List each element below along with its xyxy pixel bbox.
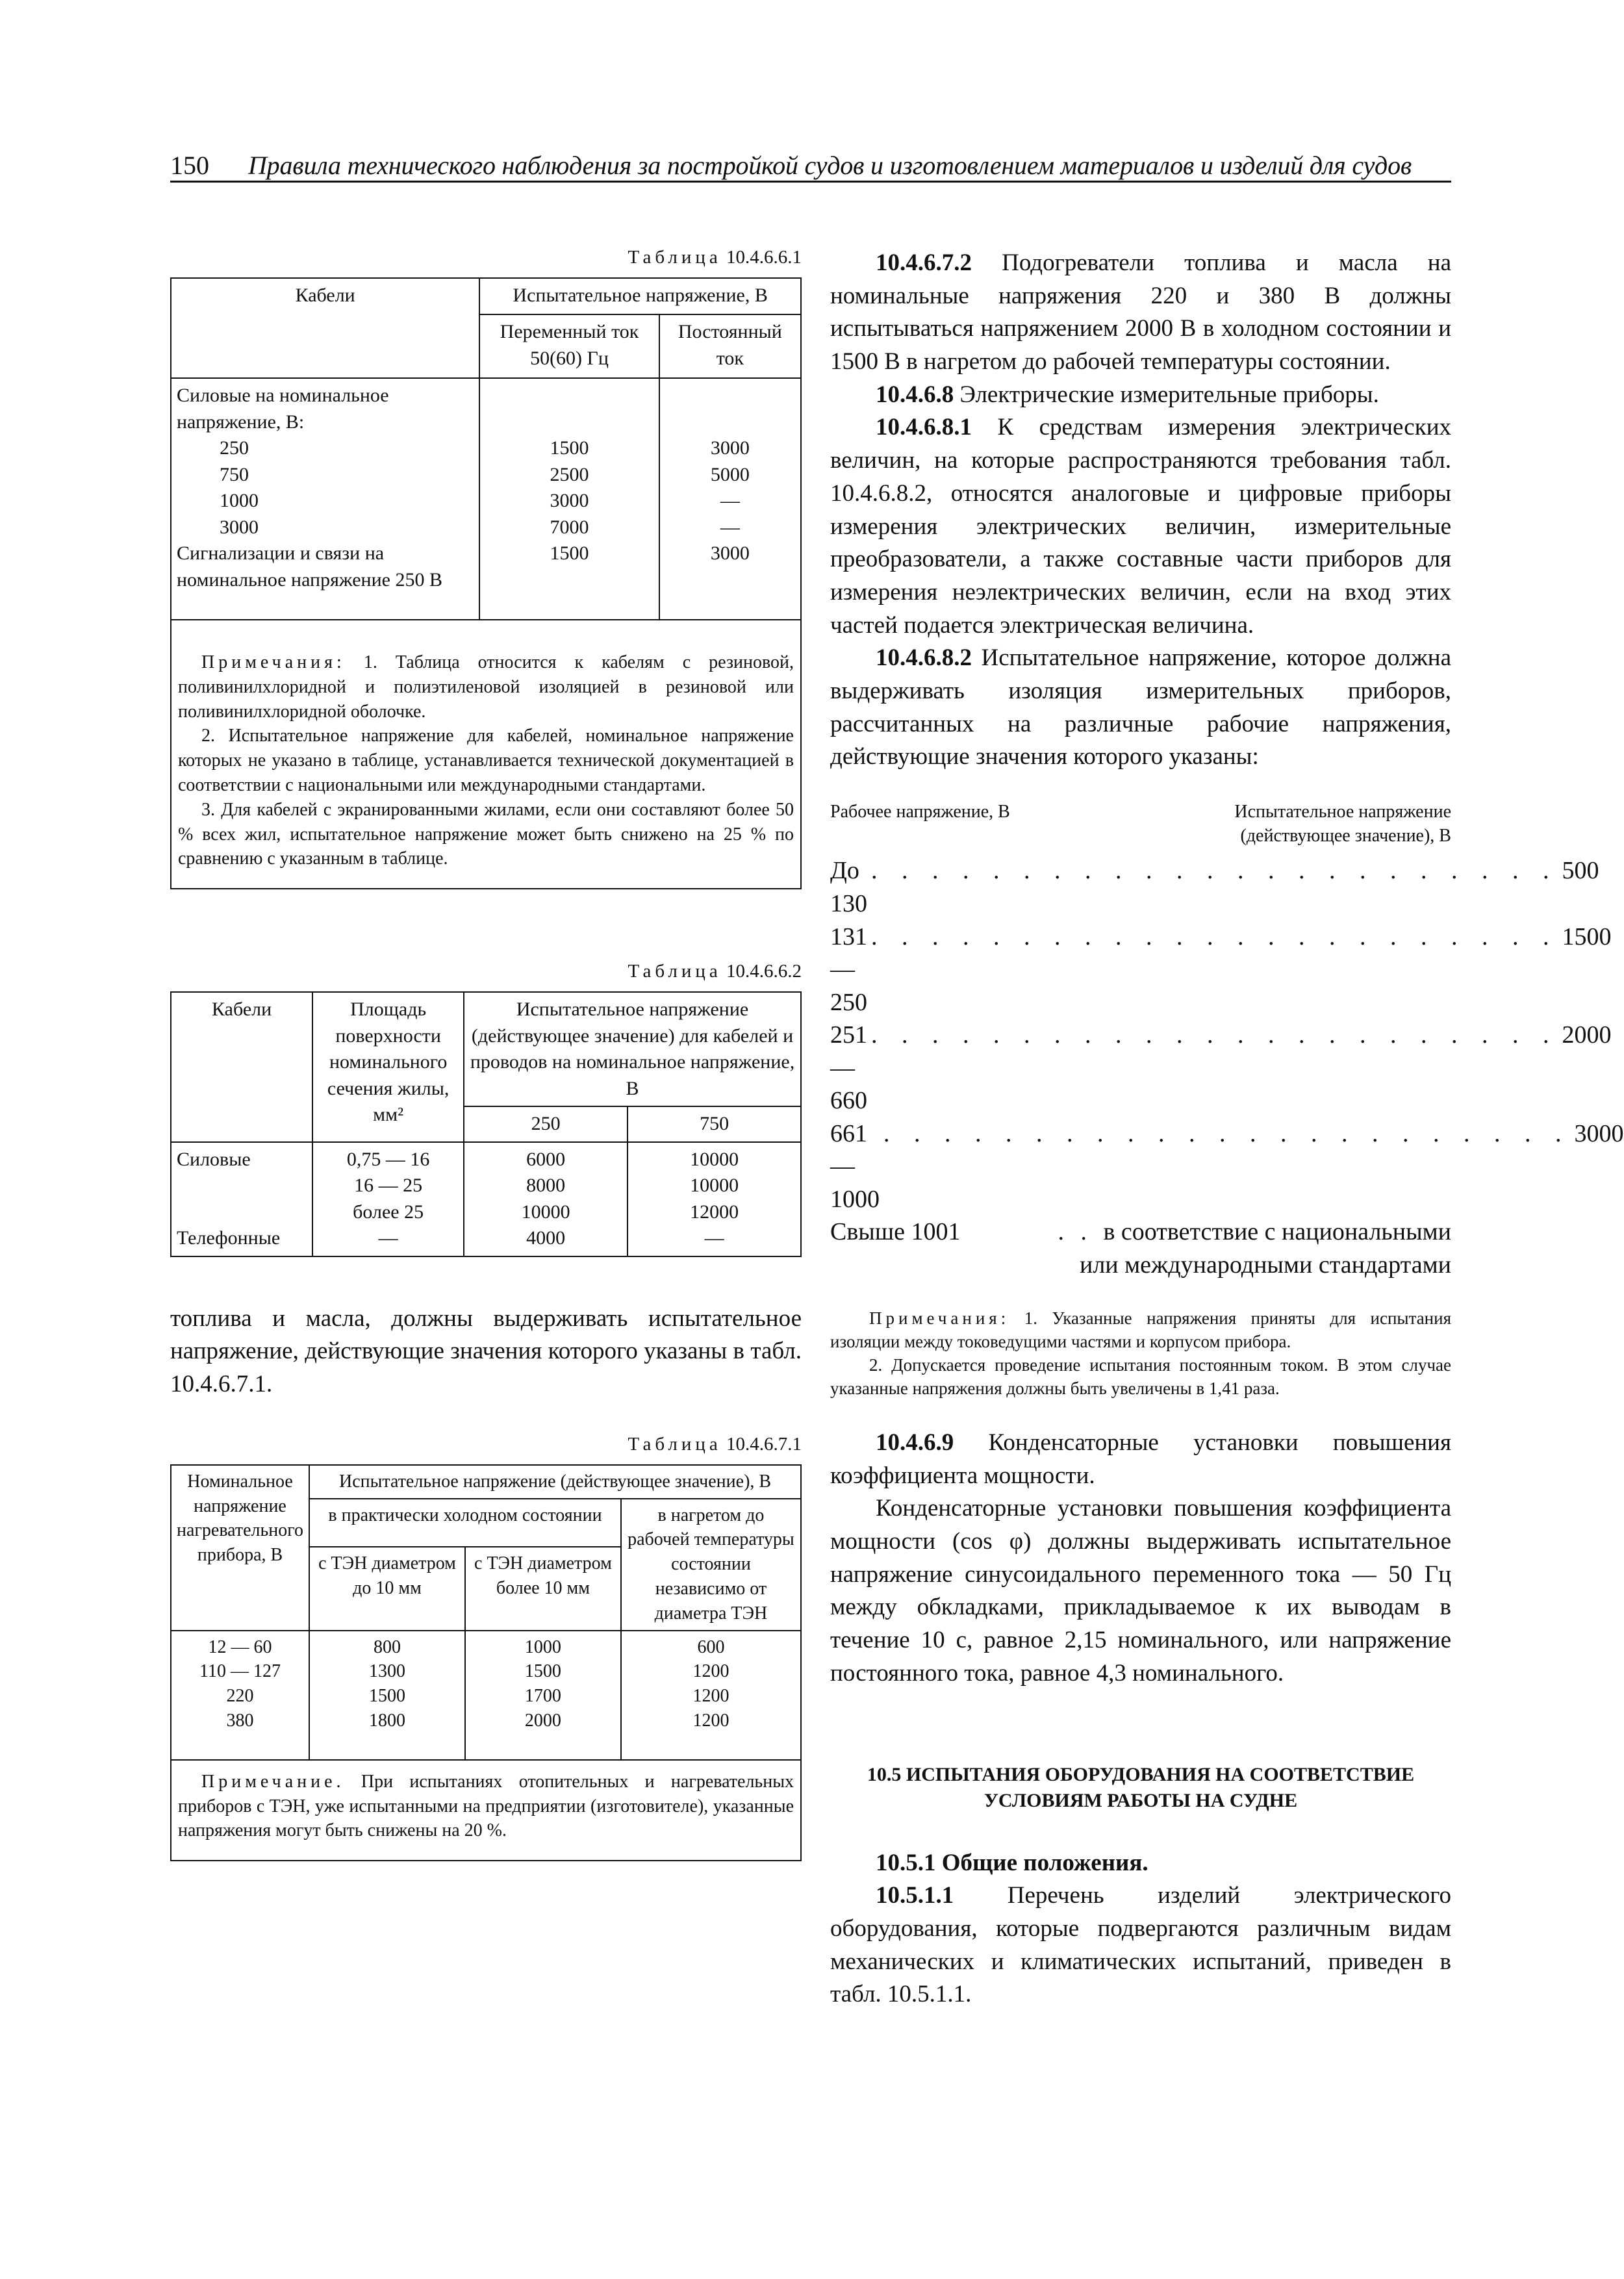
left-column xyxy=(170,247,802,1861)
table3-nominal-values: 12 — 60 110 — 127 220 380 xyxy=(171,1631,309,1760)
table3-header-cold: в практически холодном состоянии xyxy=(309,1499,621,1547)
table1-notes: Примечания: 1. Таблица относится к кабелям с резиновой, поливинилхлоридной и полиэтиленовой изоляцией в резиновой или поливинилхлоридной оболочке. 2. Испытательное напряжение для кабелей, номинальное напряжение которых не указано в таблице, устанавливается технической документацией в соответствии с национальными или международными стандартами. 3. Для кабелей с экранированными жилами, если они составляют более 50 % всех жил, испытательное напряжение может быть снижено на 25 % по сравнению с указанным в таблице. xyxy=(171,620,801,889)
table3-caption: Таблица 10.4.6.7.1 xyxy=(628,1433,802,1455)
table2-250-values: 6000 8000 10000 4000 xyxy=(464,1142,628,1256)
right-column xyxy=(830,247,1624,2011)
table3-header-lt10: с ТЭН диаметром до 10 мм xyxy=(309,1547,465,1631)
paragraph-10-5-1: 10.5.1 Общие положения. xyxy=(876,1849,1148,1876)
voltage-notes: Примечания: 1. Указанные напряжения приняты для испытания изоляции между токоведущими частями и корпусом прибора. 2. Допускается проведение испытания постоянным током. В этом случае указанные напряжения должны быть увеличены в 1,41 раза. xyxy=(830,1308,1451,1399)
table1-header-dc: Постоянный ток xyxy=(659,314,801,378)
paragraph-10-4-6-9: 10.4.6.9 Конденсаторные установки повышения коэффициента мощности. xyxy=(830,1429,1452,1489)
voltage-row: До 130 . . . . . . . . . . . . . . . . . . . . . . . 500 xyxy=(830,857,1599,917)
table1-header-cables: Кабели xyxy=(171,278,479,378)
voltage-row-last: Свыше 1001 . . в соответствие с национальными или международными стандартами xyxy=(830,1218,1451,1279)
table2-header-250: 250 xyxy=(464,1106,628,1142)
section-10-5-title: 10.5 ИСПЫТАНИЯ ОБОРУДОВАНИЯ НА СООТВЕТСТВИЕ УСЛОВИЯМ РАБОТЫ НА СУДНЕ xyxy=(867,1763,1415,1811)
table3-gt10-values: 1000 1500 1700 2000 xyxy=(465,1631,621,1760)
left-paragraph: топлива и масла, должны выдерживать испытательное напряжение, действующие значения которого указаны в табл. 10.4.6.7.1. xyxy=(170,1305,802,1398)
table2-labels: Силовые Телефонные xyxy=(171,1142,312,1256)
voltage-row: 131 — 250 . . . . . . . . . . . . . . . . . . . . . . . 1500 xyxy=(830,923,1612,1016)
table3-hot-values: 600 1200 1200 1200 xyxy=(621,1631,801,1760)
table3-note: Примечание. При испытаниях отопительных и нагревательных приборов с ТЭН, уже испытанными на предприятии (изготовителе), указанные напряжения могут быть снижены на 20 %. xyxy=(171,1760,801,1861)
table2-header-test: Испытательное напряжение (действующее значение) для кабелей и проводов на номинальное напряжение, В xyxy=(464,992,801,1106)
paragraph-10-5-1-1: 10.5.1.1 Перечень изделий электрического оборудования, которые подвергаются различным видам механических и климатических испытаний, приведен в табл. 10.5.1.1. xyxy=(830,1882,1451,2008)
table3-header-test: Испытательное напряжение (действующее значение), В xyxy=(309,1465,801,1499)
table1-dc-values: 3000 5000 — — 3000 xyxy=(659,378,801,620)
table1 xyxy=(170,277,802,889)
paragraph-10-4-6-8: 10.4.6.8 Электрические измерительные приборы. xyxy=(876,381,1379,408)
table1-labels: Силовые на номинальное напряжение, В: 250 750 1000 3000 Сигнализации и связи на номинальное напряжение 250 В xyxy=(171,378,479,620)
table2-caption: Таблица 10.4.6.6.2 xyxy=(628,961,802,982)
table3-header-nominal: Номинальное напряжение нагревательного прибора, В xyxy=(171,1465,309,1631)
paragraph-10-4-6-8-2: 10.4.6.8.2 Испытательное напряжение, которое должна выдерживать изоляция измерительных приборов, рассчитанных на различные рабочие напряжения, действующие значения которого указаны: xyxy=(830,644,1451,770)
voltage-row: 251 — 660 . . . . . . . . . . . . . . . . . . . . . . . 2000 xyxy=(830,1021,1612,1115)
paragraph-capacitors: Конденсаторные установки повышения коэффициента мощности (cos φ) должны выдерживать испытательное напряжение синусоидального переменного тока — 50 Гц между обкладками, прикладываемое к их выводам в течение 10 с, равное 2,15 номинального, или напряжение постоянного тока, равное 4,3 номинального. xyxy=(830,1495,1451,1687)
page-number: 150 xyxy=(170,151,209,180)
table3-lt10-values: 800 1300 1500 1800 xyxy=(309,1631,465,1760)
table2 xyxy=(170,991,802,1257)
table1-header-test: Испытательное напряжение, В xyxy=(479,278,801,314)
table1-caption: Таблица 10.4.6.6.1 xyxy=(628,247,802,268)
table2-header-area: Площадь поверхности номинального сечения жилы, мм² xyxy=(312,992,464,1142)
voltage-list-head-left: Рабочее напряжение, В xyxy=(830,802,1010,822)
table2-header-750: 750 xyxy=(628,1106,801,1142)
running-title: Правила технического наблюдения за постройкой судов и изготовлением материалов и изделий для судов xyxy=(248,151,1412,180)
voltage-list-head-right: Испытательное напряжение (действующее значение), В xyxy=(1234,802,1451,847)
table3-header-hot: в нагретом до рабочей температуры состоянии независимо от диаметра ТЭН xyxy=(621,1499,801,1631)
table3-header-gt10: с ТЭН диаметром более 10 мм xyxy=(465,1547,621,1631)
voltage-list xyxy=(830,800,1624,1281)
table2-area-values: 0,75 — 16 16 — 25 более 25 — xyxy=(312,1142,464,1256)
table1-ac-values: 1500 2500 3000 7000 1500 xyxy=(479,378,659,620)
paragraph-10-4-6-8-1: 10.4.6.8.1 К средствам измерения электрических величин, на которые распространяются требования табл. 10.4.6.8.2, относятся аналоговые и цифровые приборы измерения электрических величин, измерительные преобразователи, а также составные части приборов для измерения неэлектрических величин, если на вход этих частей подается электрическая величина. xyxy=(830,414,1452,639)
table3 xyxy=(170,1464,802,1861)
table1-header-ac: Переменный ток 50(60) Гц xyxy=(479,314,659,378)
table2-header-cables: Кабели xyxy=(171,992,312,1142)
paragraph-10-4-6-7-2: 10.4.6.7.2 Подогреватели топлива и масла на номинальные напряжения 220 и 380 В должны испытываться напряжением 2000 В в холодном состоянии и 1500 В в нагретом до рабочей температуры состоянии. xyxy=(830,249,1451,376)
voltage-row: 661 — 1000 . . . . . . . . . . . . . . . . . . . . . . . 3000 xyxy=(830,1119,1624,1213)
table2-750-values: 10000 10000 12000 — xyxy=(628,1142,801,1256)
running-header xyxy=(170,142,1451,183)
